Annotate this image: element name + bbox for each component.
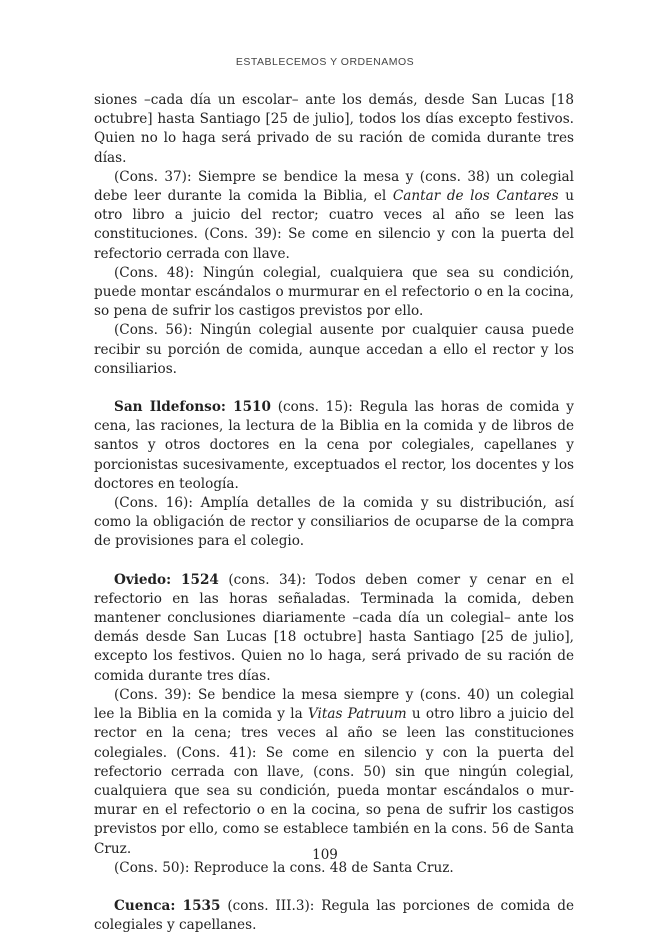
paragraph-text: (Cons. 48): Ningún colegial, cualquiera que sea su condición, puede montar escándalos o murmurar en el refectorio o en la cocina, so pena de sufrir los castigos previstos por ello. — [94, 264, 574, 320]
paragraph-p3 — [94, 264, 574, 322]
paragraph-text: siones –cada día un escolar– ante los demás, desde San Lucas [18 octubre] hasta Santiago [25 de julio], todos los días excepto festivos. Quien no lo haga será privado de su ración de comida durante tres días. — [94, 92, 574, 166]
section-heading: San Ildefonso: 1510 — [114, 399, 271, 416]
paragraph-text: u otro libro a juicio del rector; cuatro veces al año se leen las constituciones. (Cons. 39): Se come en silencio y con la puerta del refectorio cerrada con llave. — [94, 188, 575, 262]
paragraph-text: (cons. III.3): Regula las porciones de comida de colegiales y capellanes. — [94, 897, 574, 934]
body-text — [94, 91, 574, 935]
book-title: Vitas Patruum — [307, 706, 407, 723]
paragraph-p6 — [94, 494, 574, 552]
paragraph-text: u otro libro a juicio del rector en la cena; tres veces al año se leen las constituciones colegiales. (Cons. 41): Se come en silencio y con la puerta del refectorio cerrada con llave, (cons. 50) sin que ningún colegial, cualquiera que sea su condición, pueda montar escándalos o murmurar en el refectorio o en la cocina, so pena de sufrir los castigos previstos por ello, como se establece también en la cons. 56 de Santa Cruz. — [94, 706, 574, 857]
paragraph-text: (Cons. 39): Se bendice la mesa siempre y (cons. 40) un colegial lee la Biblia en la comida y la — [94, 686, 574, 723]
running-head: ESTABLECEMOS Y ORDENAMOS — [235, 56, 415, 68]
paragraph-p1 — [94, 91, 574, 168]
paragraph-text: (Cons. 56): Ningún colegial ausente por cualquier causa puede recibir su porción de comida, aunque accedan a ello el rector y los consiliarios. — [94, 322, 574, 377]
paragraph-text: (cons. 15): Regula las horas de comida y cena, las raciones, la lectura de la Biblia en la comida y de libros de santos y otros doctores en la cena por colegiales, capellanes y porcionistas sucesivamente, exceptuados el rector, los docentes y los doctores en teología. — [94, 399, 574, 492]
paragraph-text: (Cons. 37): Siempre se bendice la mesa y (cons. 38) un colegial debe leer durante la comida la Biblia, el — [94, 168, 574, 205]
paragraph-p7 — [94, 571, 574, 686]
section-heading: Oviedo: 1524 — [114, 571, 219, 588]
page-number: 109 — [312, 847, 338, 863]
paragraph-text: (cons. 34): Todos deben comer y cenar en el refectorio en las horas señaladas. Terminada la comida, deben mantener conclusiones diariamente –cada día un colegial– ante los demás desde San Lucas [18 octubre] hasta Santiago [25 de julio], excepto los festivos. Quien no lo haga, será privado de su ración de comida durante tres días. — [94, 571, 574, 684]
section-heading: Cuenca: 1535 — [114, 897, 221, 914]
book-title: Cantar de los Cantares — [392, 188, 559, 205]
paragraph-text: (Cons. 50): Reproduce la cons. 48 de Santa Cruz. — [114, 859, 454, 876]
paragraph-text: (Cons. 16): Amplía detalles de la comida y su distribución, así como la obligación de rector y consiliarios de ocuparse de la compra de provisiones para el colegio. — [94, 495, 574, 550]
paragraph-p8 — [94, 686, 574, 859]
paragraph-p5 — [94, 398, 574, 494]
paragraph-p4 — [94, 321, 574, 379]
paragraph-p10 — [94, 897, 574, 935]
paragraph-p2 — [94, 168, 574, 264]
